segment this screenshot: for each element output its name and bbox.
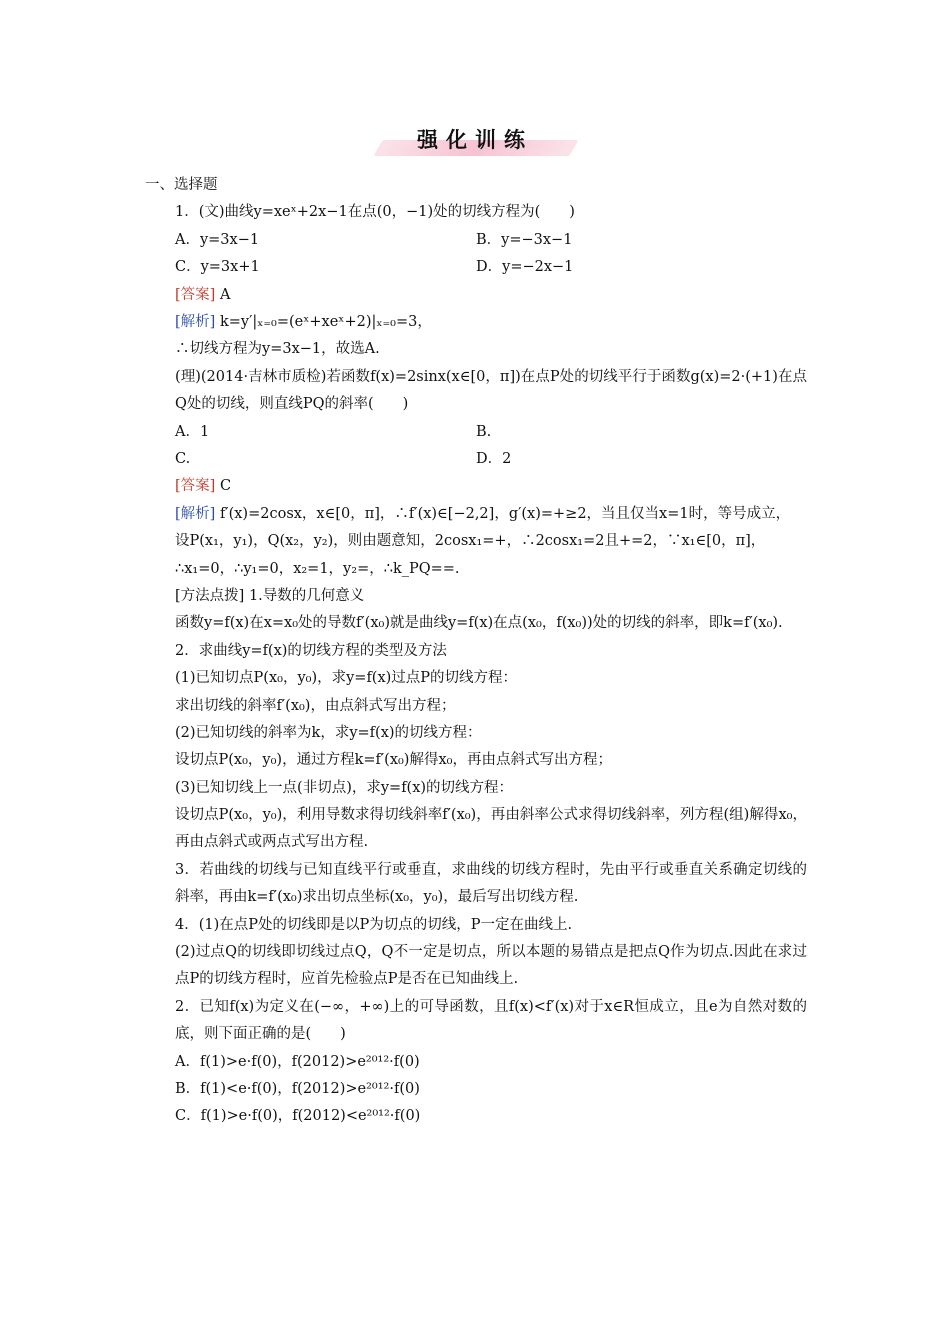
q1-option-a: A．y=3x−1 (175, 231, 260, 248)
method-p8: 设切点P(x₀，y₀)，利用导数求得切线斜率f′(x₀)，再由斜率公式求得切线斜率，列方程(组)解得x₀，再由点斜式或两点式写出方程. (175, 807, 807, 851)
q2-option-b: B．f(1)<e·f(0)，f(2012)>e²⁰¹²·f(0) (175, 1081, 420, 1098)
q1-conclusion: ∴切线方程为y=3x−1，故选A. (175, 341, 380, 358)
section-heading: 一、选择题 (145, 177, 218, 193)
q1b-analysis-2: 设P(x₁，y₁)，Q(x₂，y₂)，则由题意知，2cosx₁=+，∴2cosx₁=2且+=2，∵x₁∈[0，π]， (175, 533, 766, 550)
answer-tag: [答案] (175, 286, 216, 303)
method-tag: [方法点拨] (175, 587, 245, 604)
q1-answer (145, 282, 807, 309)
analysis-tag: [解析] (175, 313, 216, 330)
q1-option-b: B．y=−3x−1 (476, 231, 573, 248)
q1-stem: 1．(文)曲线y=xeˣ+2x−1在点(0，−1)处的切线方程为( ) (175, 204, 575, 221)
q1b-answer (145, 473, 807, 500)
q1b-analysis-3: ∴x₁=0，∴y₁=0，x₂=1，y₂=，∴k_PQ==. (175, 560, 460, 577)
method-p11: (2)过点Q的切线即切线过点Q，Q不一定是切点，所以本题的易错点是把点Q作为切点.因此在求过点P的切线方程时，应首先检验点P是否在已知曲线上. (175, 944, 807, 988)
q2-stem: 2．已知f(x)为定义在(−∞，+∞)上的可导函数，且f(x)<f′(x)对于x∈R恒成立，且e为自然对数的底，则下面正确的是( ) (175, 998, 807, 1043)
analysis-text: k=y′|ₓ₌₀=(eˣ+xeˣ+2)|ₓ₌₀=3， (219, 313, 432, 330)
q1b-option-a: A．1 (175, 423, 210, 440)
q1b-option-d: D．2 (476, 450, 512, 467)
method-p10: 4．(1)在点P处的切线即是以P为切点的切线，P一定在曲线上. (175, 916, 573, 933)
q1b-stem: (理)(2014·吉林市质检)若函数f(x)=2sinx(x∈[0，π])在点P处的切线平行于函数g(x)=2·(+1)在点Q处的切线，则直线PQ的斜率( ) (175, 368, 807, 413)
q1b-options-row-1 (145, 419, 807, 446)
q1-options-row-2 (145, 254, 807, 281)
q2-option-c: C．f(1)>e·f(0)，f(2012)<e²⁰¹²·f(0) (175, 1108, 421, 1125)
q1b-option-c: C. (175, 450, 191, 467)
method-p2: 2．求曲线y=f(x)的切线方程的类型及方法 (175, 642, 447, 659)
method-p5: (2)已知切线的斜率为k，求y=f(x)的切线方程： (175, 724, 482, 741)
analysis-text: f′(x)=2cosx，x∈[0，π]，∴f′(x)∈[−2,2]，g′(x)=+≥2，当且仅当x=1时，等号成立， (219, 505, 791, 522)
method-p3: (1)已知切点P(x₀，y₀)，求y=f(x)过点P的切线方程： (175, 670, 518, 687)
q1-options-row-1 (145, 227, 807, 254)
method-heading (145, 583, 807, 610)
method-p1: 函数y=f(x)在x=x₀处的导数f′(x₀)就是曲线y=f(x)在点(x₀，f(x₀))处的切线的斜率，即k=f′(x₀). (175, 615, 783, 632)
answer-tag: [答案] (175, 478, 216, 495)
method-p9: 3．若曲线的切线与已知直线平行或垂直，求曲线的切线方程时，先由平行或垂直关系确定切线的斜率，再由k=f′(x₀)求出切点坐标(x₀，y₀)，最后写出切线方程. (175, 861, 807, 906)
method-head: 1.导数的几何意义 (248, 587, 365, 604)
page-title: 强化训练 (417, 128, 533, 152)
q1b-analysis (145, 501, 807, 528)
q1-option-d: D．y=−2x−1 (476, 259, 574, 276)
method-p4: 求出切线的斜率f′(x₀)，由点斜式写出方程； (175, 697, 456, 714)
q1-option-c: C．y=3x+1 (175, 259, 260, 276)
answer-value: C (219, 478, 232, 495)
method-p7: (3)已知切线上一点(非切点)，求y=f(x)的切线方程： (175, 779, 514, 796)
title-banner (370, 122, 580, 162)
document-body (145, 172, 807, 1131)
q2-option-a: A．f(1)>e·f(0)，f(2012)>e²⁰¹²·f(0) (175, 1053, 420, 1070)
analysis-tag: [解析] (175, 505, 216, 522)
q1b-option-b: B. (476, 423, 492, 440)
q1-analysis (145, 309, 807, 336)
method-p6: 设切点P(x₀，y₀)，通过方程k=f′(x₀)解得x₀，再由点斜式写出方程； (175, 752, 612, 769)
answer-value: A (219, 286, 231, 303)
q1b-options-row-2 (145, 446, 807, 473)
